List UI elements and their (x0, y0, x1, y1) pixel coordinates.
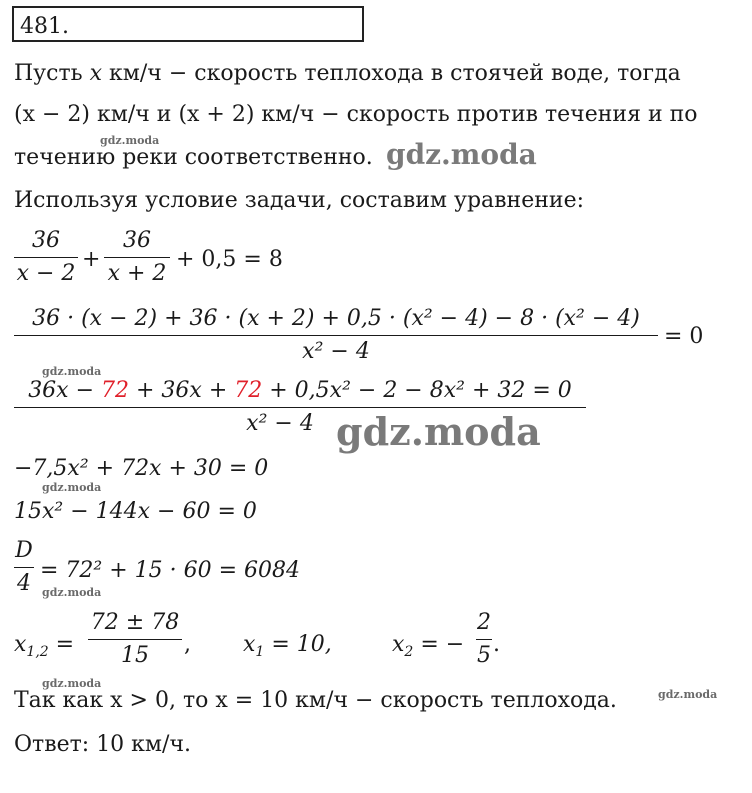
eq7-x1-val: = 10, (264, 632, 332, 657)
answer-line: Ответ: 10 км/ч. (14, 732, 191, 757)
eq7-x2-sub: 2 (404, 644, 414, 660)
eq7-x2-eq: = − (413, 632, 465, 657)
eq1-fraction-1 (14, 230, 78, 285)
watermark-small: gdz.moda (42, 677, 102, 690)
eq7-x1-sub: 1 (255, 644, 265, 660)
watermark-small: gdz.moda (658, 688, 718, 701)
eq7-x2-var: x (392, 632, 405, 657)
eq3-num (14, 380, 586, 402)
watermark-large: gdz.moda (336, 409, 541, 454)
eq3-den: x² − 4 (246, 411, 314, 436)
eq1-tail: + 0,5 = 8 (176, 247, 283, 272)
eq1-f1-den: x − 2 (16, 261, 76, 286)
eq2-den: x² − 4 (302, 339, 370, 364)
eq6-tail: = 72² + 15 · 60 = 6084 (40, 558, 301, 583)
problem-number: 481. (20, 14, 69, 39)
watermark-medium: gdz.moda (386, 138, 537, 171)
text-line-4: Используя условие задачи, составим уравнение: (14, 188, 585, 213)
eq7-x2-end: . (493, 632, 500, 657)
eq5: 15x² − 144x − 60 = 0 (14, 499, 257, 524)
watermark-small: gdz.moda (100, 134, 160, 147)
eq6-den: 4 (17, 571, 31, 596)
eq4: −7,5x² + 72x + 30 = 0 (14, 456, 269, 481)
conclusion-line: Так как x > 0, то x = 10 км/ч − скорость теплохода. (14, 688, 617, 713)
eq3-red-term-1: 72 (101, 378, 130, 403)
fraction-bar (88, 639, 182, 640)
fraction-bar (476, 639, 492, 640)
watermark-small: gdz.moda (42, 481, 102, 494)
eq6-num: D (15, 538, 33, 563)
eq3-red-term-2: 72 (234, 378, 263, 403)
eq3-num-b: + 36x + (129, 378, 235, 403)
watermark-small: gdz.moda (42, 365, 102, 378)
text-line-1-a: Пусть (14, 61, 90, 86)
eq7-x1 (243, 632, 332, 660)
eq1-f2-den: x + 2 (107, 261, 167, 286)
eq1-fraction-2 (104, 230, 170, 285)
eq7-comma: , (184, 632, 191, 657)
text-line-3: течению реки соответственно. (14, 145, 373, 170)
eq7-x2-num: 2 (477, 610, 491, 635)
eq7-lhs (14, 632, 75, 660)
eq7-x2 (392, 632, 465, 660)
eq7-x1-var: x (243, 632, 256, 657)
fraction-bar (14, 335, 658, 336)
eq7-lhs-var: x (14, 632, 27, 657)
eq7-fraction (88, 612, 182, 667)
eq7-lhs-sub: 1,2 (26, 644, 49, 660)
text-line-2: (x − 2) км/ч и (x + 2) км/ч − скорость против течения и по (14, 102, 698, 127)
eq1-plus: + (82, 247, 101, 272)
eq2-tail: = 0 (664, 324, 704, 349)
text-line-1-var: x (89, 61, 103, 86)
problem-number-box (12, 6, 364, 42)
eq7-x2-den: 5 (477, 643, 491, 668)
eq7-num: 72 ± 78 (90, 610, 180, 635)
fraction-bar (14, 407, 586, 408)
text-line-1 (14, 63, 681, 85)
eq3-num-c: + 0,5x² − 2 − 8x² + 32 = 0 (262, 378, 572, 403)
watermark-small: gdz.moda (42, 586, 102, 599)
text-line-1-b: км/ч − скорость теплохода в стоячей воде, тогда (102, 61, 681, 86)
eq1-f2-num: 36 (123, 228, 151, 253)
fraction-bar (104, 257, 170, 258)
eq2-fraction (14, 308, 658, 363)
fraction-bar (14, 567, 34, 568)
eq3-num-a: 36x − (28, 378, 102, 403)
eq2-num: 36 · (x − 2) + 36 · (x + 2) + 0,5 · (x² − 4) − 8 · (x² − 4) (32, 306, 640, 331)
eq7-den: 15 (121, 643, 149, 668)
fraction-bar (14, 257, 78, 258)
eq1-f1-num: 36 (32, 228, 60, 253)
eq7-x2-fraction (476, 612, 492, 667)
eq7-eq: = (48, 632, 75, 657)
eq6-fraction (14, 540, 34, 595)
